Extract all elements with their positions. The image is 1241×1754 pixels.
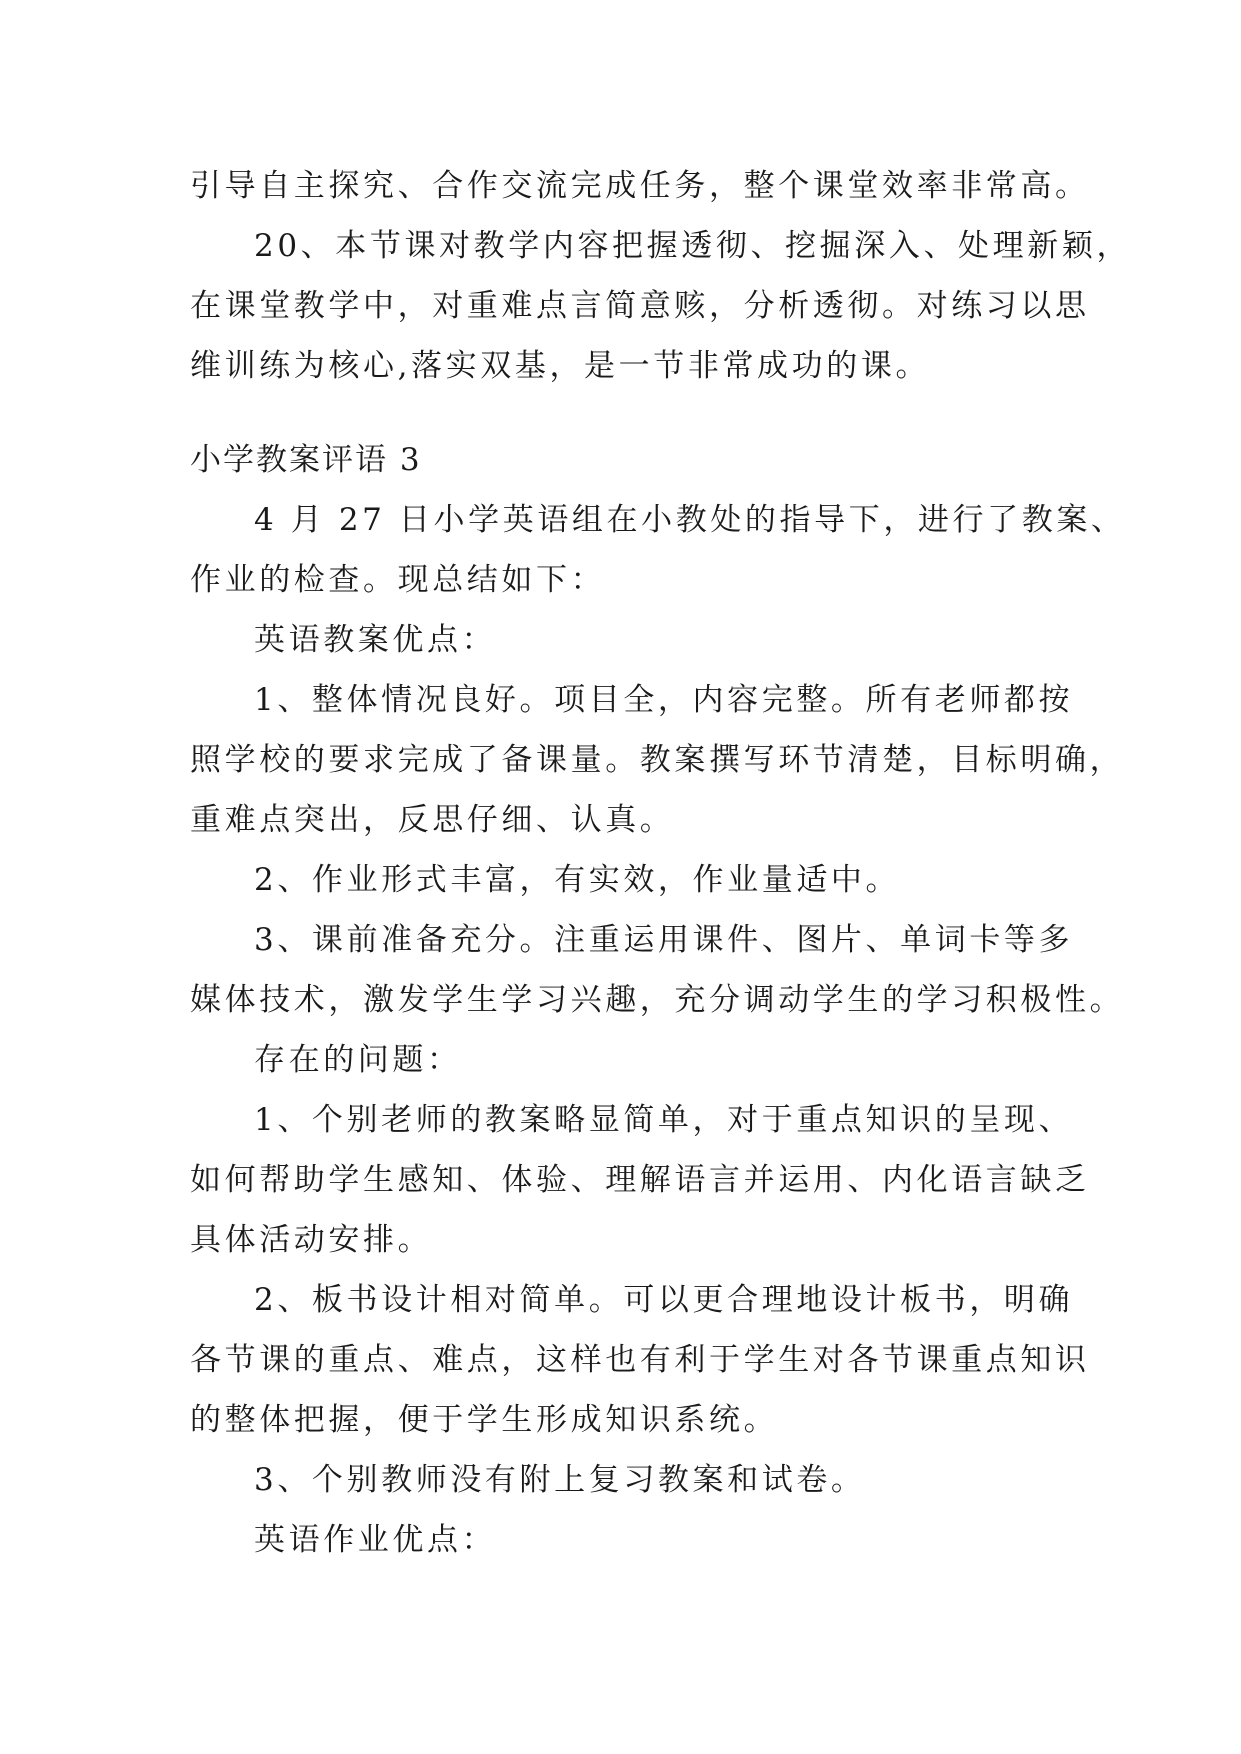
paragraph-line: 的整体把握，便于学生形成知识系统。 [190, 1402, 779, 1438]
subheading-line: 英语作业优点： [254, 1522, 497, 1558]
paragraph-line: 媒体技术，激发学生学习兴趣，充分调动学生的学习积极性。 [190, 982, 1125, 1018]
section-heading: 小学教案评语 3 [190, 442, 422, 478]
paragraph-line: 20、本节课对教学内容把握透彻、挖掘深入、处理新颖， [254, 228, 1132, 264]
paragraph-line: 3、个别教师没有附上复习教案和试卷。 [254, 1462, 866, 1498]
subheading-line: 存在的问题： [254, 1042, 462, 1078]
paragraph-line: 在课堂教学中，对重难点言简意赅，分析透彻。对练习以思 [190, 288, 1090, 324]
subheading-line: 英语教案优点： [254, 622, 497, 658]
paragraph-line: 2、作业形式丰富，有实效，作业量适中。 [254, 862, 901, 898]
paragraph-line: 各节课的重点、难点，这样也有利于学生对各节课重点知识 [190, 1342, 1090, 1378]
paragraph-line: 重难点突出，反思仔细、认真。 [190, 802, 675, 838]
paragraph-line: 1、个别老师的教案略显简单，对于重点知识的呈现、 [254, 1102, 1074, 1138]
paragraph-line: 2、板书设计相对简单。可以更合理地设计板书，明确 [254, 1282, 1074, 1318]
paragraph-line: 4 月 27 日小学英语组在小教处的指导下，进行了教案、 [254, 502, 1126, 538]
paragraph-line: 3、课前准备充分。注重运用课件、图片、单词卡等多 [254, 922, 1074, 958]
paragraph-line: 引导自主探究、合作交流完成任务，整个课堂效率非常高。 [190, 168, 1090, 204]
paragraph-line: 1、整体情况良好。项目全，内容完整。所有老师都按 [254, 682, 1074, 718]
paragraph-line: 照学校的要求完成了备课量。教案撰写环节清楚，目标明确， [190, 742, 1125, 778]
paragraph-line: 如何帮助学生感知、体验、理解语言并运用、内化语言缺乏 [190, 1162, 1090, 1198]
paragraph-line: 作业的检查。现总结如下： [190, 562, 606, 598]
paragraph-line: 具体活动安排。 [190, 1222, 433, 1258]
paragraph-line: 维训练为核心,落实双基，是一节非常成功的课。 [190, 348, 931, 384]
